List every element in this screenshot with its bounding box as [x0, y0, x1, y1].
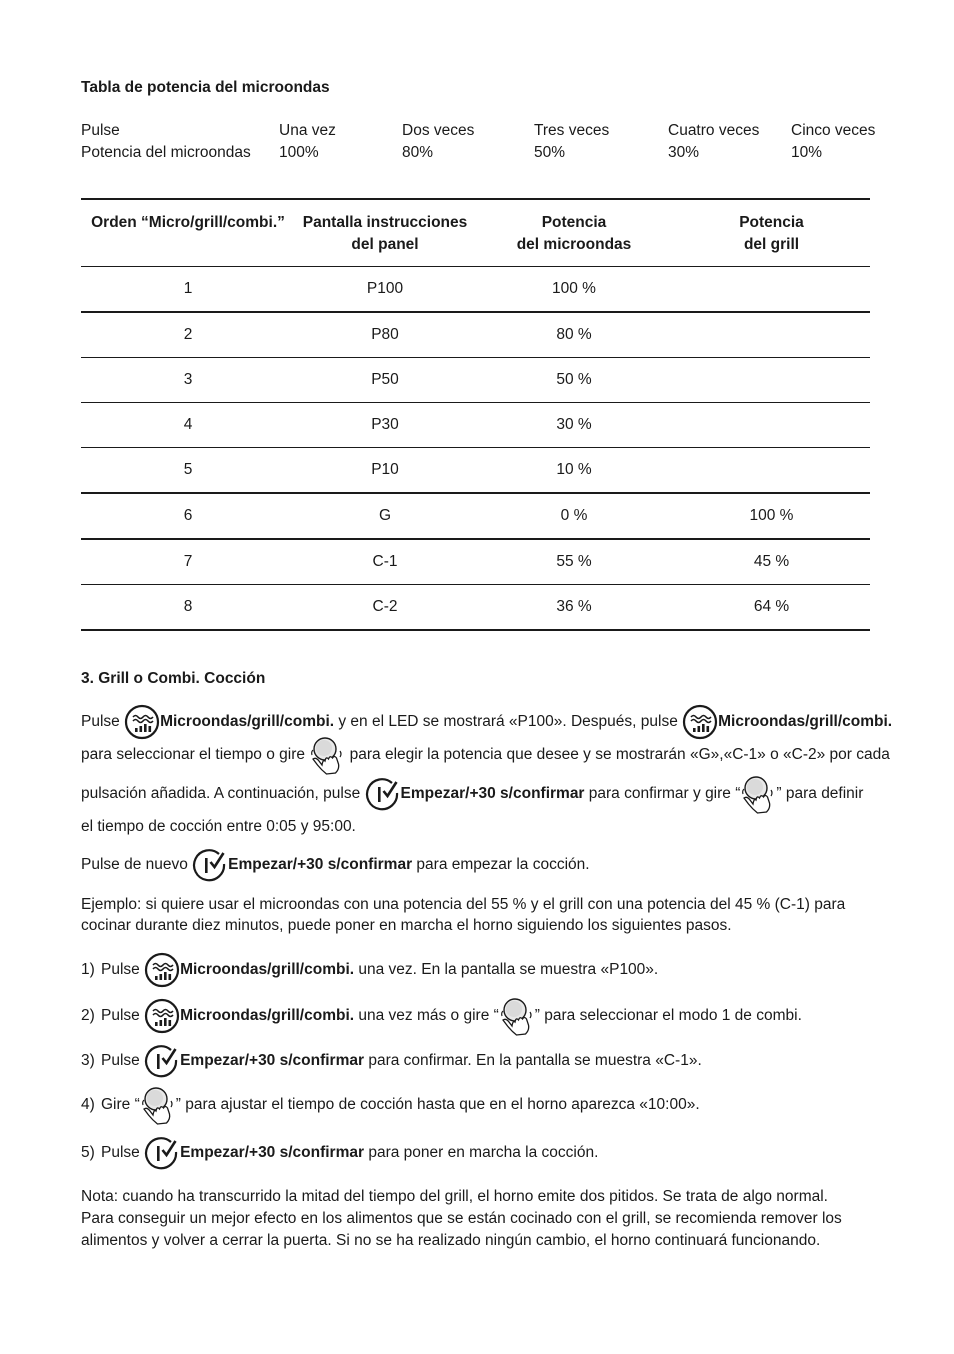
- text: una vez. En la pantalla se muestra «P100».: [354, 961, 659, 979]
- bold-text: Empezar/+30 s/confirmar: [228, 856, 413, 874]
- paragraph-line: [81, 735, 890, 775]
- step-number: 5): [81, 1144, 95, 1162]
- start-confirm-icon: [192, 847, 228, 883]
- text: para elegir la potencia que desee y se mostrarán «G»,«C-1» o «C-2» por cada: [345, 746, 890, 764]
- power-levels-cell: 10%: [791, 144, 823, 161]
- power-levels-table: [81, 122, 876, 166]
- step-number: 1): [81, 961, 95, 979]
- step-item: [81, 996, 802, 1036]
- text: pulsación añadida. A continuación, pulse: [81, 785, 365, 803]
- text: Pulse: [81, 713, 125, 731]
- power-levels-cell: Tres veces: [534, 122, 610, 139]
- table-row: [81, 493, 870, 539]
- text: para poner en marcha la cocción.: [364, 1144, 599, 1162]
- table-row: [81, 585, 870, 631]
- table-title: Tabla de potencia del microondas: [81, 79, 330, 96]
- power-levels-cell: 80%: [402, 144, 434, 161]
- table-cell: 100 %: [673, 493, 870, 539]
- power-levels-cell: Dos veces: [402, 122, 475, 139]
- paragraph-line: [81, 774, 863, 814]
- header-panel-display: Pantalla instrucciones del panel: [302, 214, 468, 253]
- header-order: Orden “Micro/grill/combi.”: [91, 214, 285, 231]
- step-number: 4): [81, 1096, 95, 1114]
- table-cell: 80 %: [475, 312, 673, 358]
- rotary-knob-icon: [499, 996, 535, 1036]
- power-levels-cell: Cuatro veces: [668, 122, 760, 139]
- table-row: [81, 539, 870, 585]
- table-cell: 3: [81, 358, 295, 403]
- table-cell: 4: [81, 403, 295, 448]
- text: para seleccionar el tiempo o gire: [81, 746, 310, 764]
- step-item: [81, 1085, 700, 1125]
- paragraph-line: el tiempo de cocción entre 0:05 y 95:00.: [81, 818, 356, 835]
- table-cell: 30 %: [475, 403, 673, 448]
- start-confirm-icon: [144, 1135, 180, 1171]
- text: para confirmar y gire “: [584, 785, 741, 803]
- note-line: Para conseguir un mejor efecto en los alimentos que se están cocinado con el grill, se recomienda remover los: [81, 1210, 842, 1227]
- text: y en el LED se mostrará «P100». Después, pulse: [334, 713, 683, 731]
- table-cell: [673, 358, 870, 403]
- text: ” para definir: [776, 785, 864, 803]
- header-grill-power: Potencia del grill: [739, 214, 804, 253]
- table-cell: 7: [81, 539, 295, 585]
- table-row: [81, 403, 870, 448]
- table-cell: 5: [81, 448, 295, 494]
- text: para confirmar. En la pantalla se muestra «C-1».: [364, 1052, 702, 1070]
- table-cell: 10 %: [475, 448, 673, 494]
- rotary-knob-icon: [740, 774, 776, 814]
- table-cell: 100 %: [475, 267, 673, 313]
- table-cell: 2: [81, 312, 295, 358]
- step-item: [81, 1135, 598, 1171]
- table-cell: P100: [295, 267, 475, 313]
- step-number: 2): [81, 1007, 95, 1025]
- table-cell: [673, 312, 870, 358]
- table-cell: 36 %: [475, 585, 673, 631]
- bold-text: Microondas/grill/combi.: [180, 961, 355, 979]
- text: Pulse: [101, 1007, 145, 1025]
- text: ” para ajustar el tiempo de cocción hasta que en el horno aparezca «10:00».: [175, 1096, 700, 1114]
- table-cell: P10: [295, 448, 475, 494]
- paragraph-line: Ejemplo: si quiere usar el microondas con una potencia del 55 % y el grill con una potencia del 45 % (C-1) para: [81, 896, 846, 913]
- table-cell: 6: [81, 493, 295, 539]
- header-microwave-power: Potencia del microondas: [516, 214, 632, 253]
- note-line: Nota: cuando ha transcurrido la mitad del tiempo del grill, el horno emite dos pitidos. Se trata de algo normal.: [81, 1188, 828, 1205]
- text: para empezar la cocción.: [412, 856, 590, 874]
- power-levels-row: [81, 144, 871, 166]
- table-cell: C-2: [295, 585, 475, 631]
- note-line: alimentos y volver a cerrar la puerta. Si no se ha realizado ningún cambio, el horno continuará funcionando.: [81, 1232, 821, 1249]
- rotary-knob-icon: [309, 735, 345, 775]
- step-item: [81, 952, 658, 988]
- power-levels-cell: Una vez: [279, 122, 336, 139]
- mode-table-header: [81, 199, 870, 267]
- table-cell: [673, 267, 870, 313]
- table-cell: P80: [295, 312, 475, 358]
- start-confirm-icon: [144, 1043, 180, 1079]
- mode-table: [81, 198, 870, 631]
- bold-text: Empezar/+30 s/confirmar: [180, 1144, 365, 1162]
- table-row: [81, 267, 870, 313]
- table-cell: 55 %: [475, 539, 673, 585]
- text: Pulse de nuevo: [81, 856, 193, 874]
- combi-icon: [144, 998, 180, 1034]
- table-cell: 1: [81, 267, 295, 313]
- text: una vez más o gire “: [354, 1007, 499, 1025]
- table-cell: G: [295, 493, 475, 539]
- table-cell: 50 %: [475, 358, 673, 403]
- step-item: [81, 1043, 702, 1079]
- table-row: [81, 312, 870, 358]
- paragraph-line: cocinar durante diez minutos, puede poner en marcha el horno siguiendo los siguientes pasos.: [81, 917, 732, 934]
- start-confirm-icon: [365, 776, 401, 812]
- text: Pulse: [101, 961, 145, 979]
- table-cell: P30: [295, 403, 475, 448]
- table-cell: [673, 448, 870, 494]
- text: Pulse: [101, 1144, 145, 1162]
- power-levels-row: [81, 122, 876, 144]
- power-levels-cell: Pulse: [81, 122, 120, 139]
- combi-icon: [144, 952, 180, 988]
- table-cell: 45 %: [673, 539, 870, 585]
- text: ” para seleccionar el modo 1 de combi.: [534, 1007, 802, 1025]
- section-title: 3. Grill o Combi. Cocción: [81, 670, 266, 687]
- text: Gire “: [101, 1096, 140, 1114]
- rotary-knob-icon: [140, 1085, 176, 1125]
- table-cell: [673, 403, 870, 448]
- table-cell: 64 %: [673, 585, 870, 631]
- power-levels-cell: 30%: [668, 144, 700, 161]
- power-levels-cell: Potencia del microondas: [81, 144, 251, 161]
- bold-text: Empezar/+30 s/confirmar: [400, 785, 585, 803]
- paragraph-line: [81, 847, 590, 883]
- step-number: 3): [81, 1052, 95, 1070]
- power-levels-cell: 100%: [279, 144, 319, 161]
- table-cell: 0 %: [475, 493, 673, 539]
- bold-text: Microondas/grill/combi.: [160, 713, 335, 731]
- table-cell: 8: [81, 585, 295, 631]
- bold-text: Microondas/grill/combi.: [180, 1007, 355, 1025]
- table-cell: P50: [295, 358, 475, 403]
- power-levels-cell: 50%: [534, 144, 566, 161]
- text: Pulse: [101, 1052, 145, 1070]
- table-row: [81, 358, 870, 403]
- power-levels-cell: Cinco veces: [791, 122, 876, 139]
- table-row: [81, 448, 870, 494]
- bold-text: Microondas/grill/combi.: [718, 713, 893, 731]
- bold-text: Empezar/+30 s/confirmar: [180, 1052, 365, 1070]
- table-cell: C-1: [295, 539, 475, 585]
